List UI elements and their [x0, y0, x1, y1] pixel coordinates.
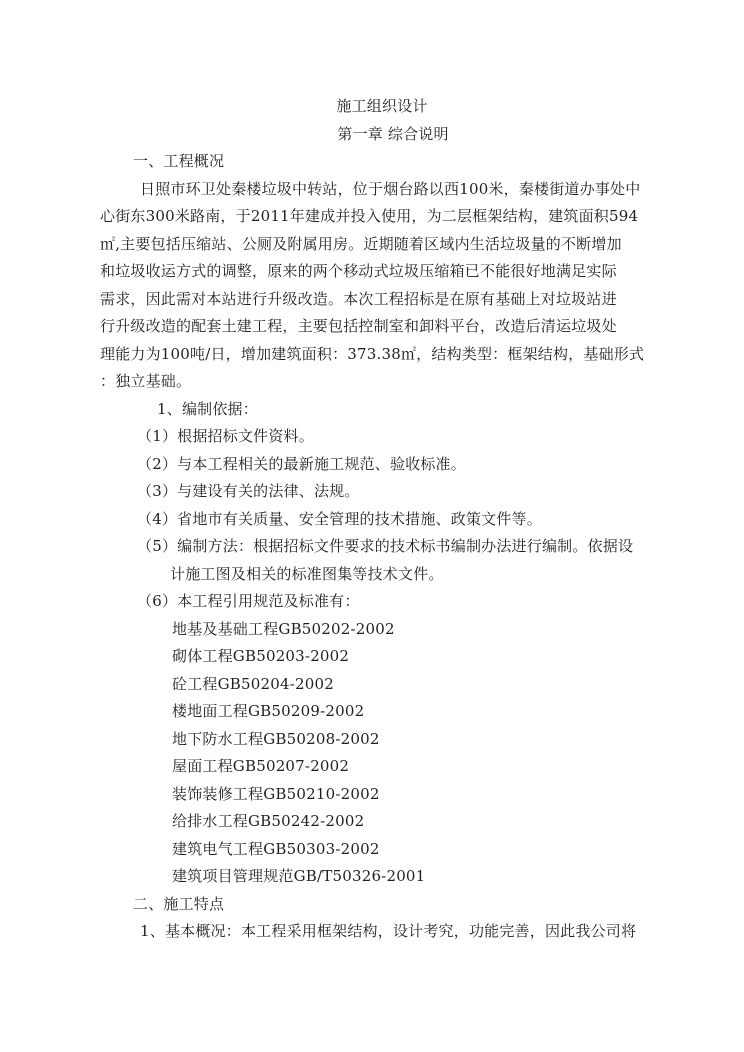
basis-list-heading: 1、编制依据： [157, 399, 258, 418]
standard-item: 屋面工程GB50207-2002 [172, 757, 350, 775]
standard-item: 给排水工程GB50242-2002 [172, 812, 365, 830]
overview-paragraph-line: 心街东300米路南，于2011年建成并投入使用，为二层框架结构，建筑面积594 [100, 207, 639, 225]
basis-item-continuation: 计施工图及相关的标准图集等技术文件。 [170, 564, 444, 583]
features-paragraph-line: 1、基本概况：本工程采用框架结构，设计考究，功能完善，因此我公司将 [140, 922, 637, 940]
standard-item: 地下防水工程GB50208-2002 [172, 729, 380, 748]
chapter-heading: 第一章 综合说明 [337, 124, 449, 143]
overview-paragraph-line: 日照市环卫处秦楼垃圾中转站，位于烟台路以西100米，秦楼街道办事处中 [140, 179, 641, 198]
standard-item: 砼工程GB50204-2002 [172, 674, 334, 693]
standard-item: 砌体工程GB50203-2002 [172, 647, 350, 665]
basis-item: （5）编制方法：根据招标文件要求的技术标书编制办法进行编制。依据设 [137, 537, 634, 555]
overview-paragraph-line: ㎡,主要包括压缩站、公厕及附属用房。近期随着区域内生活垃圾量的不断增加 [100, 234, 622, 253]
basis-item: （6）本工程引用规范及标准有： [137, 592, 360, 610]
overview-paragraph-line: 和垃圾收运方式的调整，原来的两个移动式垃圾压缩箱已不能很好地满足实际 [100, 262, 617, 280]
standard-item: 建筑电气工程GB50303-2002 [172, 839, 380, 858]
standard-item: 装饰装修工程GB50210-2002 [172, 784, 380, 803]
basis-item: （1）根据招标文件资料。 [137, 427, 314, 445]
doc-title: 施工组织设计 [336, 97, 428, 115]
standard-item: 建筑项目管理规范GB/T50326-2001 [172, 867, 426, 885]
basis-item: （3）与建设有关的法律、法规。 [137, 482, 360, 500]
basis-item: （4）省地市有关质量、安全管理的技术措施、政策文件等。 [137, 509, 542, 528]
overview-paragraph-line: 行升级改造的配套土建工程，主要包括控制室和卸料平台，改造后清运垃圾处 [100, 317, 617, 335]
section-overview-heading: 一、工程概况 [133, 152, 225, 170]
section-features-heading: 二、施工特点 [133, 894, 225, 913]
overview-paragraph-line: ：独立基础。 [100, 372, 192, 390]
document-content [100, 93, 646, 946]
standard-item: 楼地面工程GB50209-2002 [172, 702, 365, 720]
basis-item: （2）与本工程相关的最新施工规范、验收标准。 [137, 454, 466, 473]
overview-paragraph-line: 需求，因此需对本站进行升级改造。本次工程招标是在原有基础上对垃圾站进 [100, 289, 617, 308]
overview-paragraph-line: 理能力为100吨/日，增加建筑面积：373.38㎡，结构类型：框架结构，基础形式 [100, 344, 645, 363]
standard-item: 地基及基础工程GB50202-2002 [172, 619, 395, 638]
